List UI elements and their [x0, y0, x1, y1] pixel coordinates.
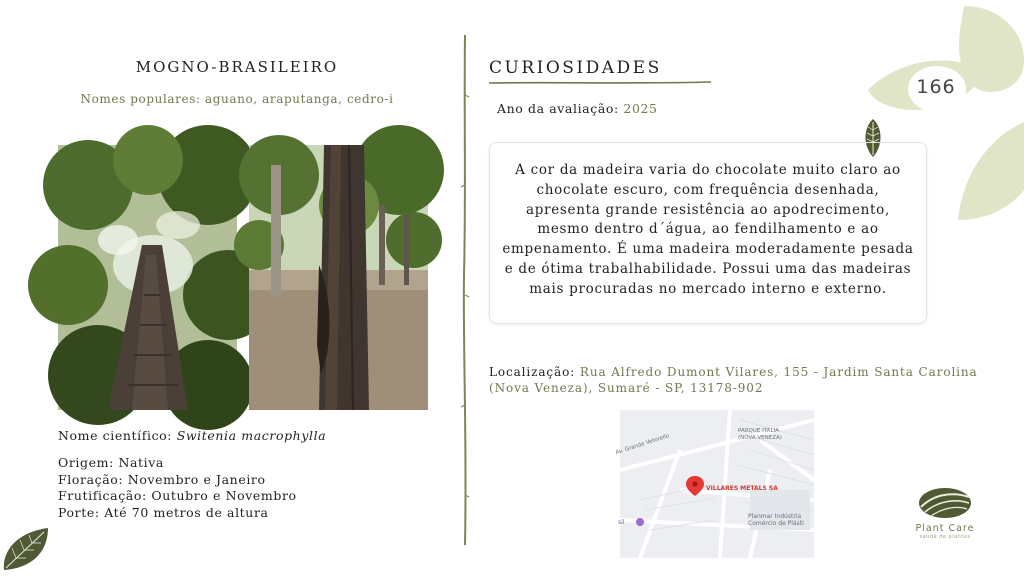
vertical-divider [459, 35, 471, 545]
scientific-name [58, 428, 326, 443]
leaf-icon-bottom-left [0, 526, 52, 572]
curiosities-text-box: A cor da madeira varia do chocolate muito claro ao chocolate escuro, com frequência desenhada, apresenta grande resistência ao apodrecimento, mesmo dentro d´água, ao fendilhamento e ao empenamento. É uma madeira moderadamente pesada e de ótima trabalhabilidade. Possui uma das madeiras mais procuradas no mercado interno e externo. [489, 142, 927, 324]
map-street-label: Av. Grande Vetorello [615, 433, 671, 457]
page-number: 166 [916, 76, 956, 98]
brand-name: Plant Care [915, 523, 975, 534]
map-pin-label: VILLARES METALS SA [706, 485, 778, 492]
map-area-label-2: (NOVA VENEZA) [738, 435, 782, 441]
location-map[interactable] [615, 410, 814, 558]
map-poi-icon[interactable] [636, 518, 644, 526]
fact-origin: Origem: Nativa [58, 455, 164, 470]
map-poi-label-1: Planmar Indústria [748, 513, 802, 520]
map-poi-label-2: Comércio de Plásti [748, 520, 804, 527]
tree-photo-trunk [249, 145, 428, 410]
tree-photo-canopy [58, 145, 237, 410]
scientific-name-value: Switenia macrophylla [176, 428, 327, 443]
brand-logo [900, 485, 990, 540]
fact-fruiting: Frutificação: Outubro e Novembro [58, 488, 297, 503]
scientific-name-label: Nome científico: [58, 428, 173, 443]
curiosities-heading: CURIOSIDADES [489, 58, 662, 78]
heading-underline [489, 80, 711, 86]
location [489, 365, 979, 396]
species-facts [58, 455, 297, 521]
evaluation-year-label: Ano da avaliação: [497, 101, 619, 116]
location-label: Localização: [489, 365, 576, 379]
fact-flowering: Floração: Novembro e Janeiro [58, 471, 266, 487]
map-area-label-1: PARQUE ITALIA [738, 428, 779, 434]
species-title: MOGNO-BRASILEIRO [135, 58, 339, 76]
brand-tagline: saúde de plantas [919, 534, 971, 540]
evaluation-year [497, 101, 658, 116]
popular-names: Nomes populares: aguano, araputanga, cedro-i [80, 92, 394, 106]
map-edge-label: sil [618, 519, 625, 526]
location-address: Rua Alfredo Dumont Vilares, 155 - Jardim Santa Carolina (Nova Veneza), Sumaré - SP, 13178-902 [489, 365, 978, 395]
evaluation-year-value: 2025 [623, 101, 658, 116]
fact-size: Porte: Até 70 metros de altura [58, 504, 269, 520]
plant-care-logo-icon [917, 485, 973, 519]
